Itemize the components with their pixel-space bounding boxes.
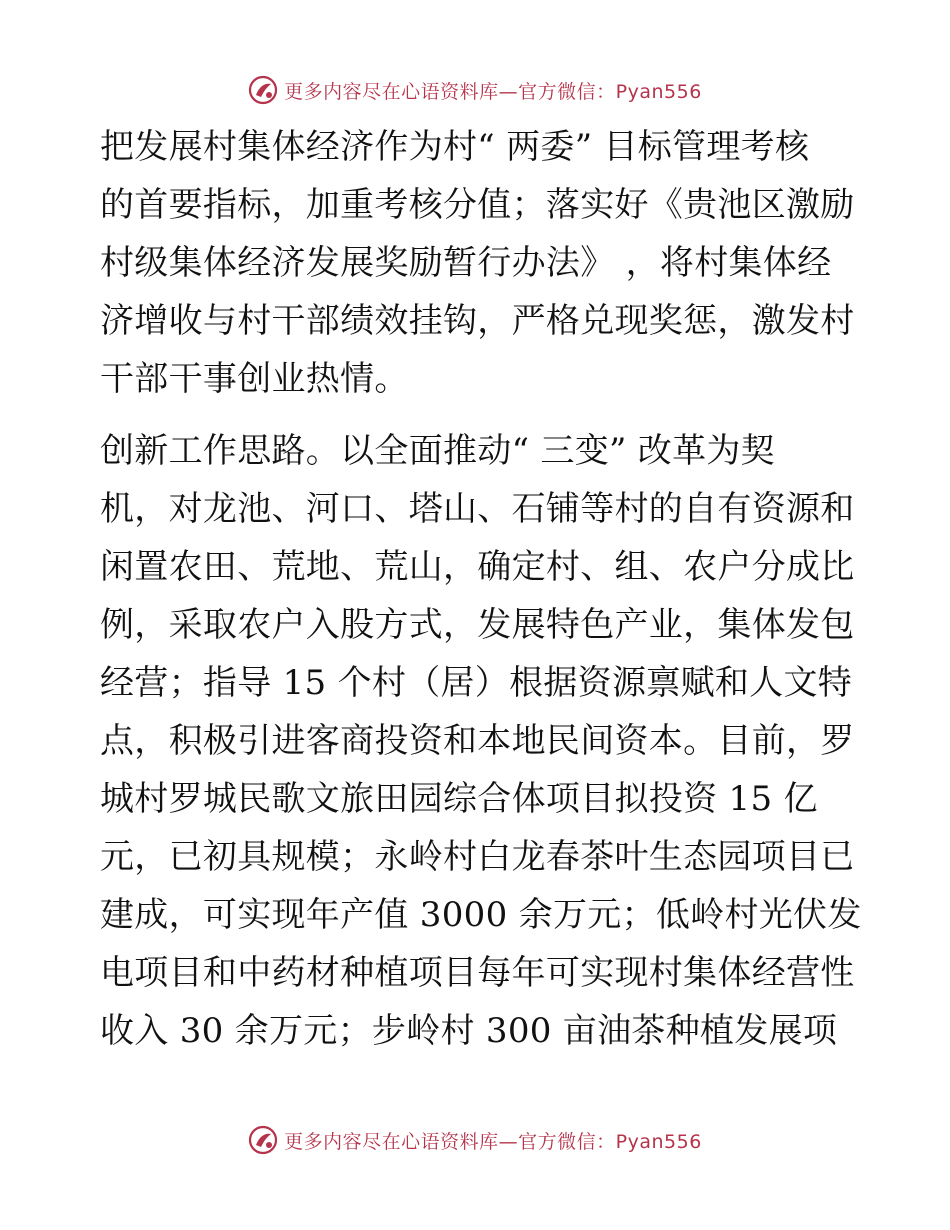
document-body bbox=[100, 118, 862, 1060]
paragraph bbox=[100, 118, 855, 408]
text-line: 干部干事创业热情。 bbox=[100, 359, 409, 399]
footer-banner-text: 更多内容尽在心语资料库—官方微信：Pyan556 bbox=[284, 1130, 702, 1153]
header-banner bbox=[0, 70, 950, 110]
text-line: 机，对龙池、河口、塔山、石铺等村的自有资源和 bbox=[100, 489, 855, 529]
brand-logo-icon bbox=[248, 75, 278, 105]
text-line: 例，采取农户入股方式，发展特色产业，集体发包 bbox=[100, 605, 855, 645]
text-line: 元，已初具规模；永岭村白龙春茶叶生态园项目已 bbox=[100, 837, 855, 877]
paragraph bbox=[100, 422, 862, 1060]
text-line: 村级集体经济发展奖励暂行办法》 ，将村集体经 bbox=[100, 243, 832, 283]
text-line: 电项目和中药材种植项目每年可实现村集体经营性 bbox=[100, 953, 855, 993]
text-line: 的首要指标，加重考核分值；落实好《贵池区激励 bbox=[100, 185, 855, 225]
text-line: 收入 30 余万元；步岭村 300 亩油茶种植发展项 bbox=[100, 1011, 838, 1051]
text-line: 创新工作思路。以全面推动“ 三变” 改革为契 bbox=[100, 431, 775, 471]
text-line: 闲置农田、荒地、荒山，确定村、组、农户分成比 bbox=[100, 547, 855, 587]
text-line: 建成，可实现年产值 3000 余万元；低岭村光伏发 bbox=[100, 895, 862, 935]
footer-banner bbox=[0, 1120, 950, 1160]
header-banner-text: 更多内容尽在心语资料库—官方微信：Pyan556 bbox=[284, 80, 702, 103]
text-line: 把发展村集体经济作为村“ 两委” 目标管理考核 bbox=[100, 127, 810, 167]
paragraph-gap bbox=[100, 408, 850, 422]
text-line: 经营；指导 15 个村（居）根据资源禀赋和人文特 bbox=[100, 663, 853, 703]
text-line: 城村罗城民歌文旅田园综合体项目拟投资 15 亿 bbox=[100, 779, 818, 819]
brand-logo-icon bbox=[248, 1125, 278, 1155]
text-line: 点，积极引进客商投资和本地民间资本。目前，罗 bbox=[100, 721, 855, 761]
text-line: 济增收与村干部绩效挂钩，严格兑现奖惩，激发村 bbox=[100, 301, 855, 341]
